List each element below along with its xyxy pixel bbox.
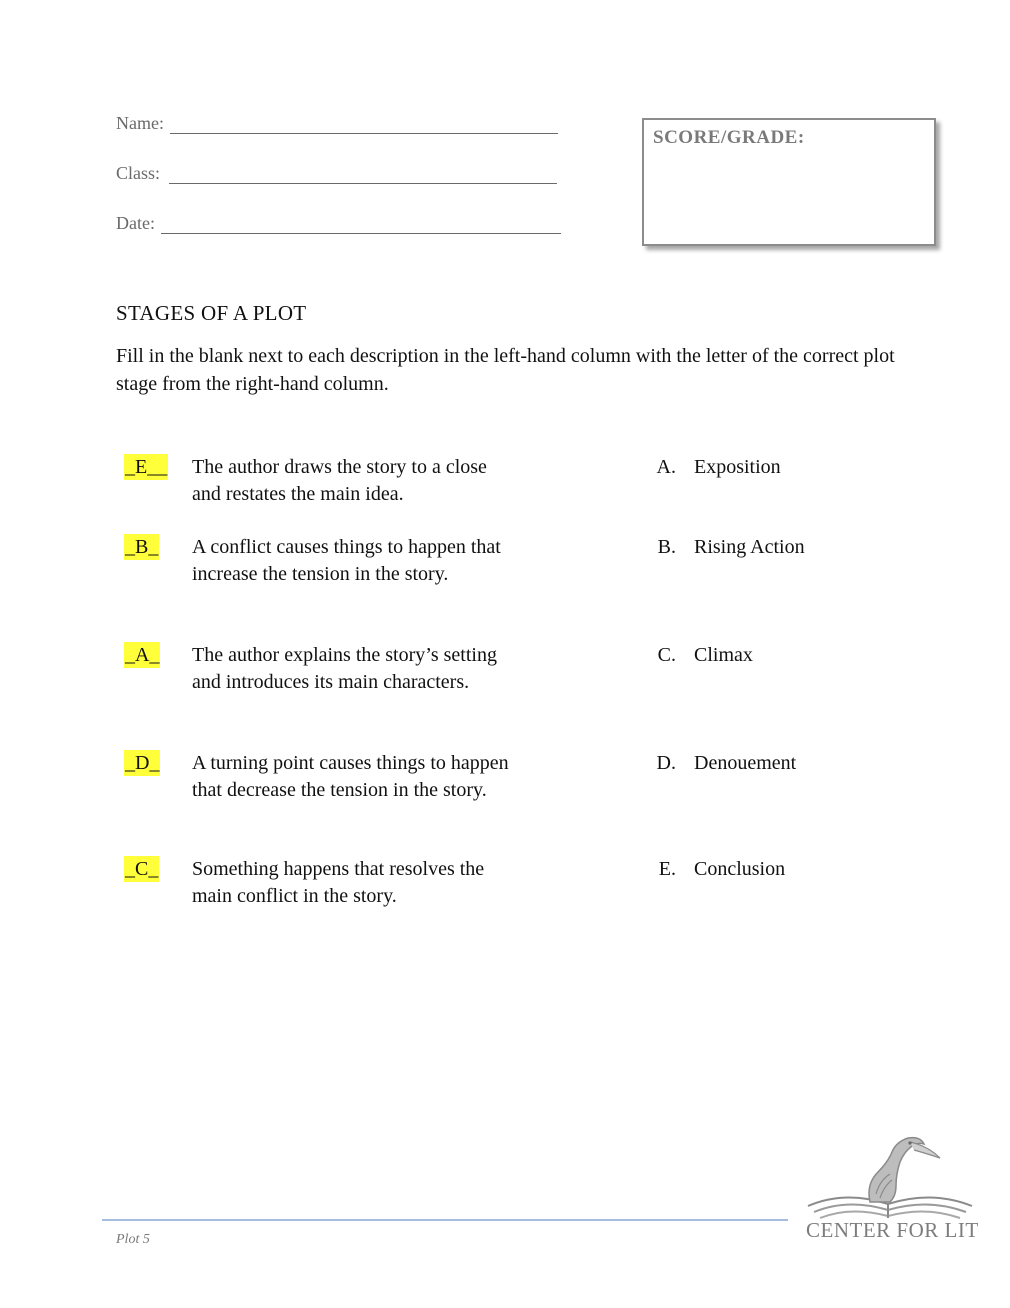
question-description: The author explains the story’s setting and introduces its main characters.	[192, 644, 497, 693]
instructions: Fill in the blank next to each description in the left-hand column with the letter of the correct plot stage from the right-hand column.	[116, 345, 895, 395]
class-field	[116, 163, 557, 184]
footer-rule	[102, 1219, 788, 1221]
option-letter: B.	[657, 536, 676, 558]
question-description: A conflict causes things to happen that increase the tension in the story.	[192, 536, 501, 585]
question-description: A turning point causes things to happen that decrease the tension in the story.	[192, 752, 509, 801]
option-letter: A.	[656, 456, 676, 478]
score-grade-box	[642, 118, 936, 246]
option-text: Exposition	[694, 456, 781, 478]
option-text: Climax	[694, 644, 753, 666]
date-field	[116, 213, 561, 234]
name-field	[116, 113, 558, 134]
class-label: Class:	[116, 163, 161, 183]
score-grade-label: SCORE/GRADE:	[653, 127, 805, 148]
name-input-line[interactable]	[170, 119, 558, 134]
option-letter: E.	[658, 858, 676, 880]
option-letter: C.	[657, 644, 676, 666]
date-label: Date:	[116, 213, 155, 233]
answer-blank[interactable]: _E__	[125, 456, 168, 478]
section-title: STAGES OF A PLOT	[116, 301, 307, 325]
logo-text: CENTER FOR LIT	[806, 1218, 979, 1242]
answer-blank[interactable]: _A_	[125, 644, 160, 666]
class-input-line[interactable]	[169, 169, 557, 184]
date-input-line[interactable]	[161, 219, 561, 234]
answer-blank[interactable]: _B_	[125, 536, 159, 558]
option-text: Denouement	[694, 752, 797, 774]
option-letter: D.	[656, 752, 676, 774]
name-label: Name:	[116, 113, 164, 133]
answer-blank[interactable]: _C_	[125, 858, 159, 880]
answer-blank[interactable]: _D_	[125, 752, 160, 774]
page-footer-label: Plot 5	[116, 1232, 150, 1247]
option-text: Conclusion	[694, 858, 786, 880]
option-text: Rising Action	[694, 536, 805, 558]
question-description: Something happens that resolves the main conflict in the story.	[192, 858, 485, 907]
question-description: The author draws the story to a close and restates the main idea.	[192, 456, 487, 505]
